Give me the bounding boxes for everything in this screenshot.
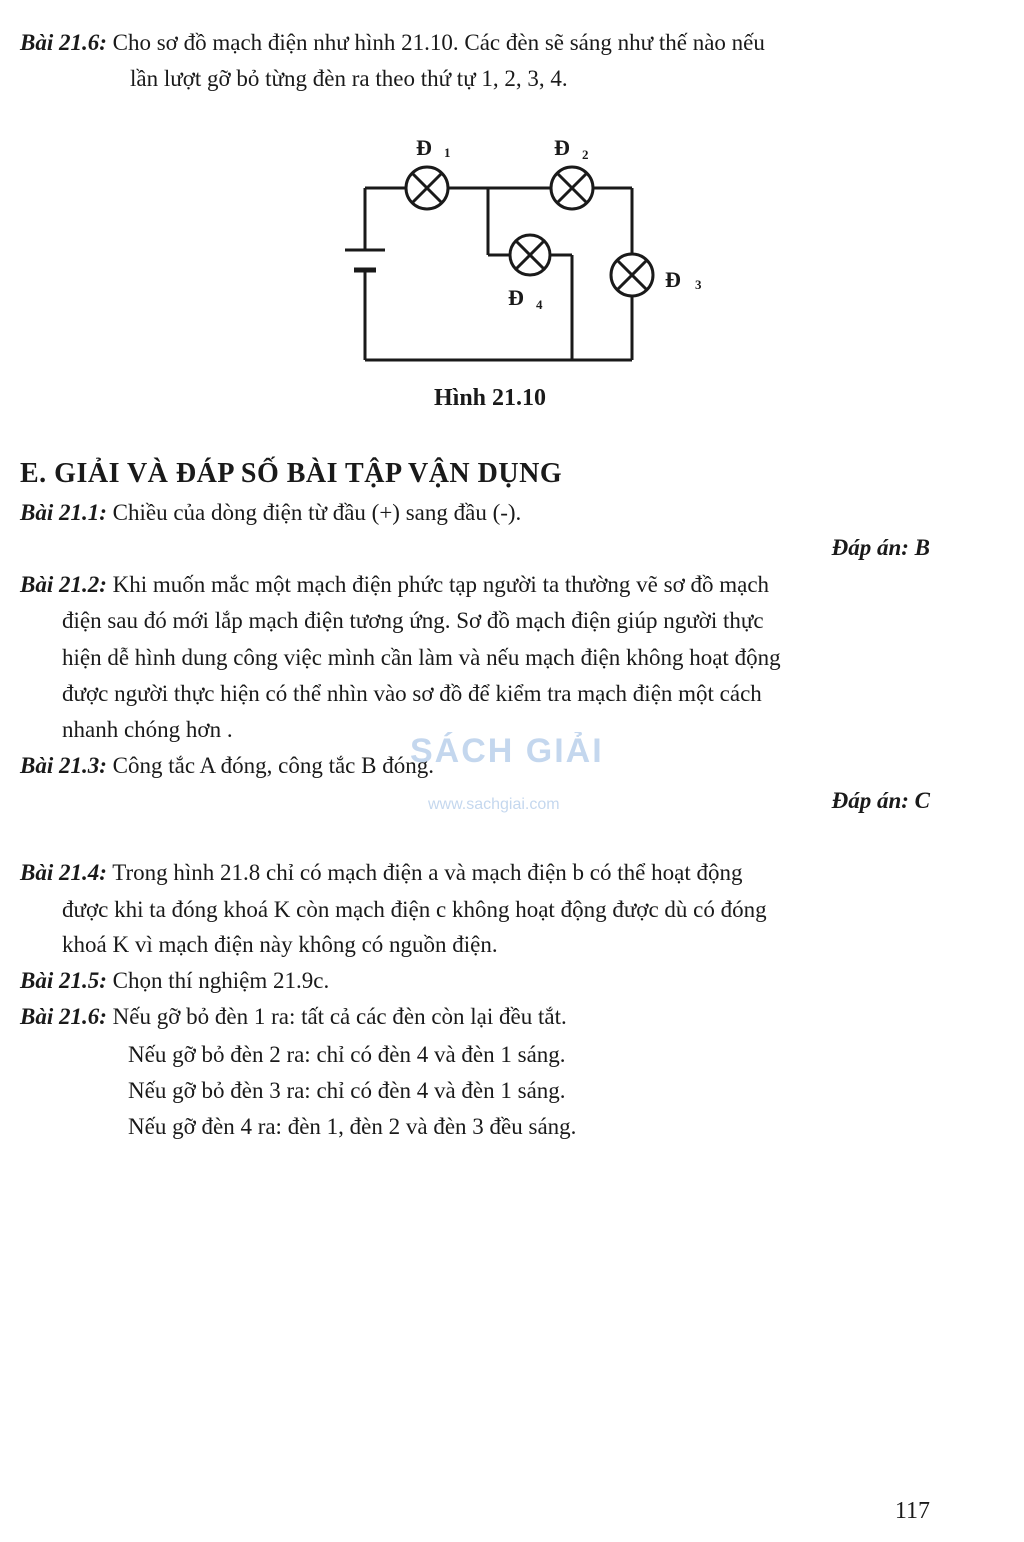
lamp-d1 xyxy=(406,167,448,209)
answer-21-2-line-4: được người thực hiện có thể nhìn vào sơ đồ để kiểm tra mạch điện một cách xyxy=(62,681,762,706)
answer-21-2-text-1: Khi muốn mắc một mạch điện phức tạp người ta thường vẽ sơ đồ mạch xyxy=(112,572,770,597)
answer-21-2-line-2: điện sau đó mới lắp mạch điện tương ứng. Sơ đồ mạch điện giúp người thực xyxy=(62,608,764,633)
answer-21-1-label: Bài 21.1: xyxy=(20,500,107,525)
lamp-d4 xyxy=(510,235,550,275)
lamp-d3 xyxy=(611,254,653,296)
answer-21-6-line-2: Nếu gỡ bỏ đèn 2 ra: chỉ có đèn 4 và đèn 1 sáng. xyxy=(128,1042,566,1067)
label-d2: Đ xyxy=(554,135,570,160)
figure-caption: Hình 21.10 xyxy=(433,385,547,411)
answer-21-1-text: Chiều của dòng điện từ đầu (+) sang đầu (-). xyxy=(112,500,522,525)
problem-line-1 xyxy=(20,28,765,58)
answer-21-3 xyxy=(20,751,434,781)
label-d3: Đ xyxy=(665,267,681,292)
problem-label: Bài 21.6: xyxy=(20,30,107,55)
label-d1-sub: 1 xyxy=(444,145,451,160)
label-d3-sub: 3 xyxy=(695,277,702,292)
answer-21-5-text: Chọn thí nghiệm 21.9c. xyxy=(112,968,330,993)
lamp-d2 xyxy=(551,167,593,209)
answer-21-4-text-1: Trong hình 21.8 chỉ có mạch điện a và mạch điện b có thể hoạt động xyxy=(112,860,743,885)
page-number: 117 xyxy=(894,1498,930,1524)
answer-21-6-line-3: Nếu gỡ bỏ đèn 3 ra: chỉ có đèn 4 và đèn 1 sáng. xyxy=(128,1078,566,1103)
section-heading: E. GIẢI VÀ ĐÁP SỐ BÀI TẬP VẬN DỤNG xyxy=(20,458,563,489)
answer-21-6-label: Bài 21.6: xyxy=(20,1004,107,1029)
label-d4: Đ xyxy=(508,285,524,310)
label-d2-sub: 2 xyxy=(582,147,589,162)
answer-21-3-label: Bài 21.3: xyxy=(20,753,107,778)
answer-21-1 xyxy=(20,498,521,528)
answer-21-5 xyxy=(20,966,329,996)
answer-21-2-line-1 xyxy=(20,570,769,600)
watermark xyxy=(410,722,620,822)
answer-21-2-line-5: nhanh chóng hơn . xyxy=(62,717,233,742)
watermark-brand: SÁCH GIẢI xyxy=(410,732,604,770)
watermark-url: www.sachgiai.com xyxy=(428,796,560,813)
answer-21-2-label: Bài 21.2: xyxy=(20,572,107,597)
battery-symbol xyxy=(345,250,385,270)
label-d1: Đ xyxy=(416,135,432,160)
answer-21-1-result: Đáp án: B xyxy=(831,535,930,560)
answer-21-4-line-2: được khi ta đóng khoá K còn mạch điện c không hoạt động được dù có đóng xyxy=(62,897,767,922)
answer-21-6-text-1: Nếu gỡ bỏ đèn 1 ra: tất cả các đèn còn lại đều tắt. xyxy=(112,1004,567,1029)
label-d4-sub: 4 xyxy=(536,297,543,312)
problem-line-2: lần lượt gỡ bỏ từng đèn ra theo thứ tự 1, 2, 3, 4. xyxy=(130,66,568,91)
answer-21-6-line-4: Nếu gỡ đèn 4 ra: đèn 1, đèn 2 và đèn 3 đều sáng. xyxy=(128,1114,577,1139)
answer-21-6-line-1 xyxy=(20,1002,567,1032)
answer-21-4-line-1 xyxy=(20,858,742,888)
answer-21-4-line-3: khoá K vì mạch điện này không có nguồn điện. xyxy=(62,932,498,957)
answer-21-3-text: Công tắc A đóng, công tắc B đóng. xyxy=(112,753,434,778)
answer-21-2-line-3: hiện dễ hình dung công việc mình cần làm và nếu mạch điện không hoạt động xyxy=(62,645,781,670)
circuit-diagram xyxy=(330,125,730,375)
problem-text-1: Cho sơ đồ mạch điện như hình 21.10. Các đèn sẽ sáng như thế nào nếu xyxy=(112,30,765,55)
answer-21-3-result: Đáp án: C xyxy=(831,788,930,813)
answer-21-4-label: Bài 21.4: xyxy=(20,860,107,885)
answer-21-5-label: Bài 21.5: xyxy=(20,968,107,993)
